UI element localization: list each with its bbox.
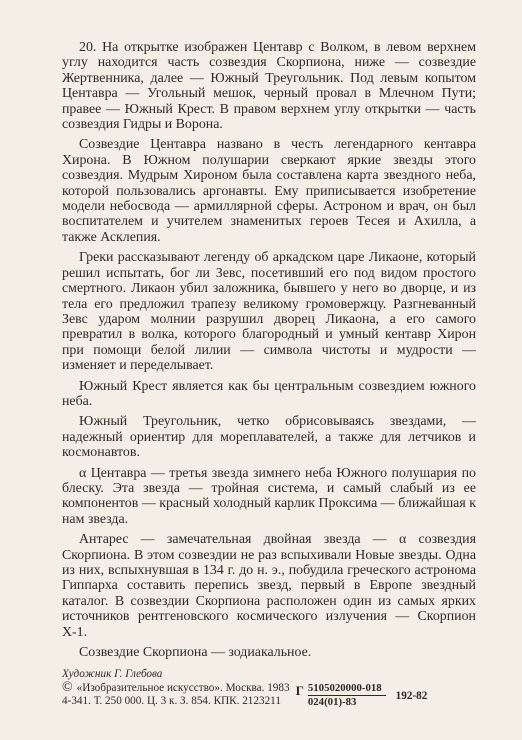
index-code-suffix: 192-82 <box>395 689 428 702</box>
index-letter: Г <box>295 682 304 698</box>
index-code-denominator: 024(01)-83 <box>307 695 357 708</box>
paragraph-postcard-description: 20. На открытке изображен Центавр с Волком, в левом верхнем углу находится часть созвездия Скорпиона, ниже — созвездие Жертвенника, далее — Южный Треугольник. Под левым копытом Центавра — Угольный мешок, черный провал в Млечном Пути; правее — Южный Крест. В правом верхнем углу открытки — часть созвездия Гидры и Ворона. <box>62 40 476 133</box>
paragraph-centaurus-chiron: Созвездие Центавра названо в честь легендарного кентавра Хирона. В Южном полушарии сверкают яркие звезды этого созвездия. Мудрым Хироном была составлена карта звездного неба, которой пользовались аргонавты. Ему приписывается изобретение модели небосвода — армиллярной сферы. Астроном и врач, он был воспитателем и учителем знаменитых героев Тесея и Ахилла, а также Асклепия. <box>62 137 476 245</box>
artist-credit: Художник Г. Глебова <box>62 668 163 680</box>
index-code-numerator: 5105020000-018 <box>308 682 386 696</box>
paragraph-alpha-centauri: α Центавра — третья звезда зимнего неба Южного полушария по блеску. Эта звезда — тройная система, и самый слабый из ее компонентов — красный холодный карлик Проксима — ближайшая к нам звезда. <box>62 465 476 527</box>
colophon <box>62 668 492 709</box>
paragraph-antares: Антарес — замечательная двойная звезда — α созвездия Скорпиона. В этом созвездии не раз вспыхивали Новые звезды. Одна из них, вспыхнувшая в 134 г. до н. э., побудила греческого астронома Гиппарха составить перепись звезд, первый в Европе звездный каталог. В созвездии Скорпиона расположен один из самых ярких источников рентгеновского космического излучения — Скорпион Х-1. <box>62 532 476 640</box>
publisher-row <box>62 679 492 709</box>
article-body <box>62 40 476 660</box>
paragraph-lycaon-legend: Греки рассказывают легенду об аркадском царе Ликаоне, который решил испытать, бог ли Зевс, посетивший его под видом простого смертного. Ликаон убил заложника, бывшего у него во дворце, и из тела его предложил трапезу великому громовержцу. Разгневанный Зевс ударом молнии разрушил дворец Ликаона, а его самого превратил в волка, которого благородный и умный кентавр Хирон при помощи белой лилии — символа чистоты и мудрости — изменяет и переделывает. <box>62 250 476 374</box>
publisher-name: «Изобразительное искусство». Москва. 1983 <box>76 681 290 694</box>
paragraph-southern-triangle: Южный Треугольник, четко обрисовываясь звездами, — надежный ориентир для мореплавателей, а также для летчиков и космонавтов. <box>62 414 476 461</box>
copyright-icon: © <box>62 679 73 695</box>
paragraph-scorpius-zodiac: Созвездие Скорпиона — зодиакальное. <box>79 645 312 661</box>
index-code-fraction <box>308 682 386 709</box>
paragraph-southern-cross: Южный Крест является как бы центральным созвездием южного неба. <box>62 378 476 409</box>
publisher-block <box>62 679 290 709</box>
print-info: 4-341. Т. 250 000. Ц. 3 к. З. 854. КПК. 2123211 <box>62 695 281 707</box>
